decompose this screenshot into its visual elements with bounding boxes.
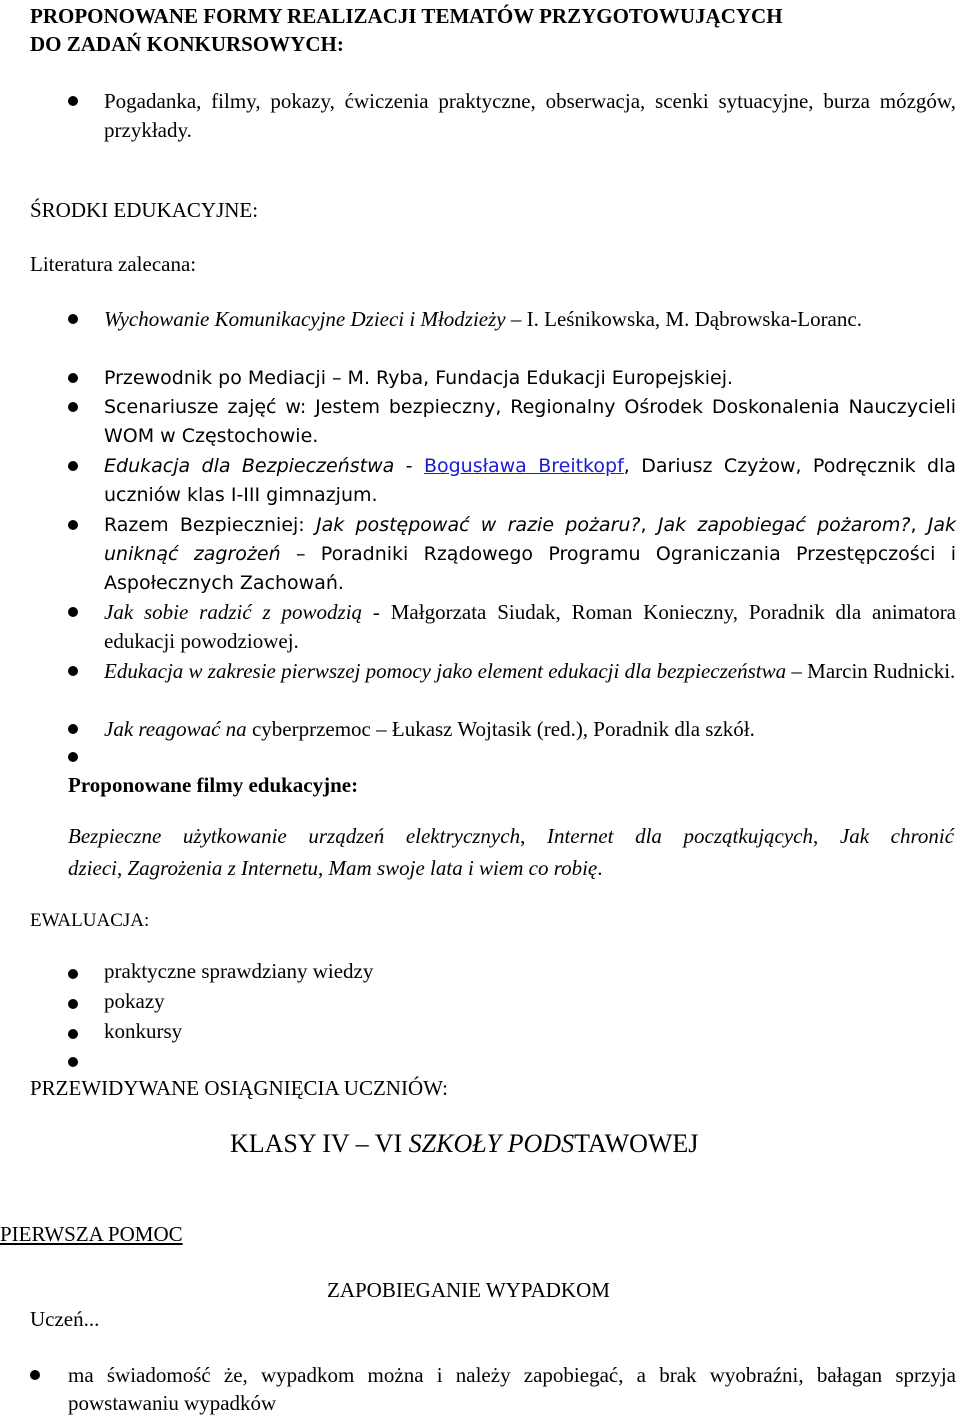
forms-list-item: Pogadanka, filmy, pokazy, ćwiczenia praktyczne, obserwacja, scenki sytuacyjne, burza mózgów, przykłady. <box>104 89 956 142</box>
films-heading: Proponowane filmy edukacyjne: <box>68 773 359 797</box>
bullet-icon <box>68 96 78 106</box>
films-paragraph <box>68 820 954 884</box>
film-title: Zagrożenia z Internetu <box>127 856 319 880</box>
bullet-icon <box>68 969 78 979</box>
book-title: Jak sobie radzić z powodzią <box>104 600 363 624</box>
bullet-icon <box>68 607 78 617</box>
forms-heading-line2: DO ZADAŃ KONKURSOWYCH: <box>30 32 344 56</box>
ewaluacja-item-2: pokazy <box>104 989 165 1013</box>
last-list-item: ma świadomość że, wypadkom można i należy zapobiegać, a brak wyobraźni, bałagan sprzyja powstawaniu wypadków <box>68 1363 956 1415</box>
bullet-icon <box>30 1370 40 1380</box>
bullet-icon <box>68 999 78 1009</box>
ewaluacja-heading: EWALUACJA: <box>30 910 150 931</box>
bullet-icon <box>68 402 78 412</box>
bullet-icon <box>68 666 78 676</box>
film-title: Bezpieczne użytkowanie urządzeń elektrycznych <box>68 824 521 848</box>
bullet-icon <box>68 724 78 734</box>
book-title: Jak uniknąć zagrożeń <box>104 514 957 565</box>
pierwsza-pomoc-heading: PIERWSZA POMOC <box>0 1222 183 1246</box>
klasy-heading: KLASY IV – VI SZKOŁY PODSTAWOWEJ <box>230 1129 699 1158</box>
book-title: Jak zapobiegać pożarom? <box>657 514 911 536</box>
forms-heading <box>30 2 950 58</box>
literature-item-5: Razem Bezpieczniej: Jak postępować w razie pożaru?, Jak zapobiegać pożarom?, Jak uniknąć zagrożeń – Poradniki Rządowego Programu Ograniczania Przestępczości i Aspołecznych Zachowań. <box>104 514 957 594</box>
book-title: Wychowanie Komunikacyjne Dzieci i Młodzieży <box>104 307 506 331</box>
film-title: Internet dla początkujących <box>546 824 813 848</box>
literatura-heading: Literatura zalecana: <box>30 252 197 276</box>
literature-item-4: Edukacja dla Bezpieczeństwa - Bogusława Breitkopf, Dariusz Czyżow, Podręcznik dla uczniów klas I-III gimnazjum. <box>104 455 956 506</box>
literature-item-3: Scenariusze zajęć w: Jestem bezpieczny, Regionalny Ośrodek Doskonalenia Nauczycieli WOM w Częstochowie. <box>104 396 956 447</box>
bullet-icon <box>68 314 78 324</box>
osiagniecia-heading: PRZEWIDYWANE OSIĄGNIĘCIA UCZNIÓW: <box>30 1076 449 1100</box>
ewaluacja-item-3: konkursy <box>104 1019 183 1043</box>
literature-item-8: Jak reagować na cyberprzemoc – Łukasz Wojtasik (red.), Poradnik dla szkół. <box>104 717 755 741</box>
author-link[interactable]: Bogusława Breitkopf <box>423 455 624 477</box>
forms-heading-line1: PROPONOWANE FORMY REALIZACJI TEMATÓW PRZYGOTOWUJĄCYCH <box>30 4 783 28</box>
films-line-2: dzieci, Zagrożenia z Internetu, Mam swoje lata i wiem co robię. <box>68 856 603 880</box>
bullet-icon <box>68 752 78 762</box>
bullet-icon <box>68 1057 78 1067</box>
book-title: Edukacja dla Bezpieczeństwa <box>104 455 395 477</box>
srodki-heading: ŚRODKI EDUKACYJNE: <box>30 198 259 222</box>
literature-item-6: Jak sobie radzić z powodzią - Małgorzata Siudak, Roman Konieczny, Poradnik dla animatora edukacji powodziowej. <box>104 600 957 653</box>
bullet-icon <box>68 373 78 383</box>
film-title: Jak chronić <box>839 824 955 848</box>
bullet-icon <box>68 1029 78 1039</box>
film-title: Mam swoje lata i wiem co robię <box>328 856 598 880</box>
uczen-label: Uczeń... <box>30 1307 100 1331</box>
literature-item-7: Edukacja w zakresie pierwszej pomocy jako element edukacji dla bezpieczeństwa – Marcin Rudnicki. <box>104 659 956 683</box>
book-title: Jak reagować na <box>104 717 247 741</box>
bullet-icon <box>68 461 78 471</box>
ewaluacja-item-1: praktyczne sprawdziany wiedzy <box>104 959 374 983</box>
literature-item-1 <box>104 305 956 334</box>
literature-item-2: Przewodnik po Mediacji – M. Ryba, Fundacja Edukacji Europejskiej. <box>104 367 734 389</box>
book-authors: – I. Leśnikowska, M. Dąbrowska-Loranc. <box>505 307 862 331</box>
bullet-icon <box>68 520 78 530</box>
films-line-1: Bezpieczne użytkowanie urządzeń elektrycznych, Internet dla początkujących, Jak chronić <box>68 824 955 848</box>
film-title: dzieci <box>68 856 117 880</box>
book-title: Jak postępować w razie pożaru? <box>315 514 641 536</box>
zapobieganie-heading: ZAPOBIEGANIE WYPADKOM <box>327 1278 610 1302</box>
book-title: Edukacja w zakresie pierwszej pomocy jako element edukacji dla bezpieczeństwa <box>104 659 787 683</box>
